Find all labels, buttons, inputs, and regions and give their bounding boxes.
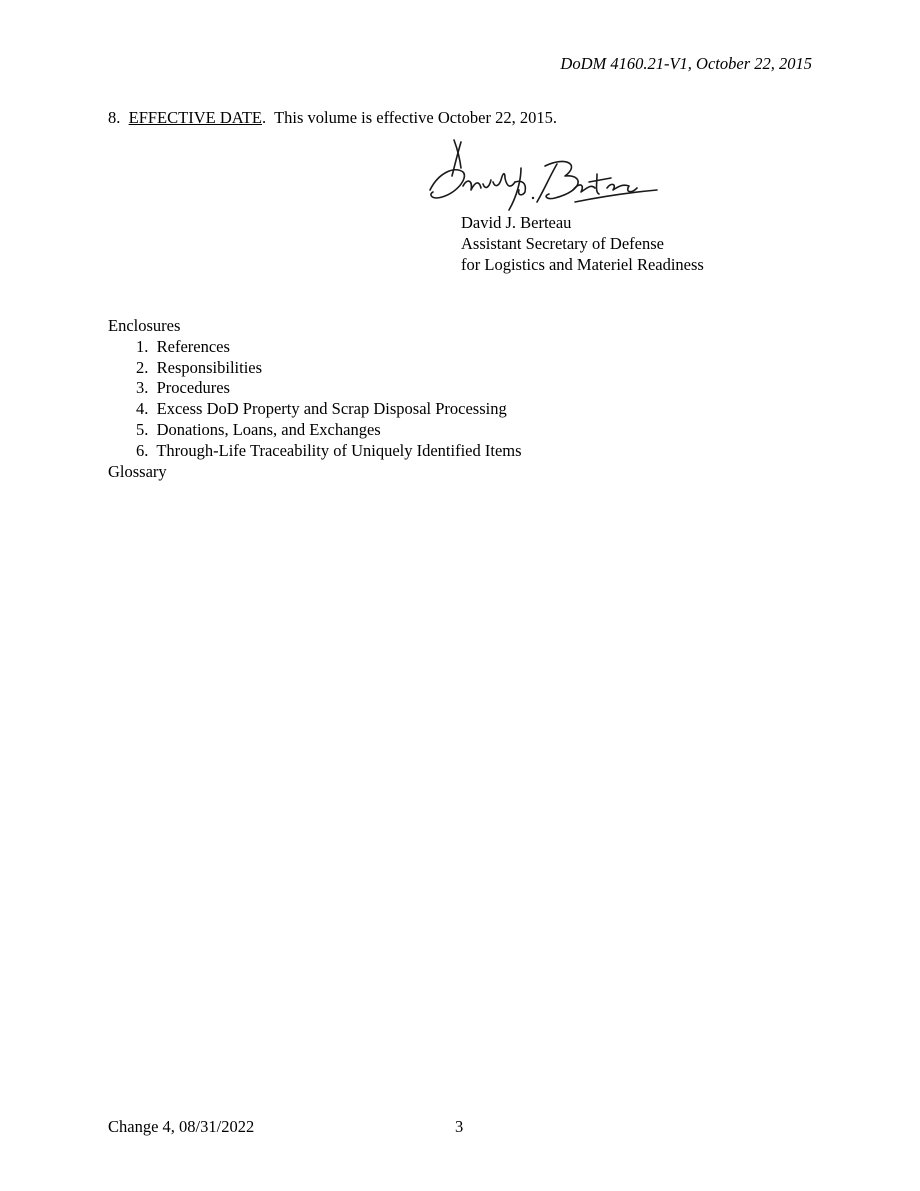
effective-date-paragraph: 8. EFFECTIVE DATE. This volume is effective October 22, 2015. [108,108,557,127]
paragraph-number: 8. [108,108,121,127]
enclosure-item: 1. References [136,336,230,356]
document-header: DoDM 4160.21-V1, October 22, 2015 [560,54,812,73]
handwritten-signature [425,138,660,216]
signer-title-line1: Assistant Secretary of Defense [461,234,664,253]
effective-date-text: This volume is effective October 22, 2015. [274,108,557,127]
enclosure-item: 3. Procedures [136,378,230,398]
page-number: 3 [455,1117,464,1136]
signer-title-line2: for Logistics and Materiel Readiness [461,255,704,274]
effective-date-heading: EFFECTIVE DATE [128,108,262,127]
enclosure-item: 2. Responsibilities [136,357,263,377]
glossary-label: Glossary [108,461,167,481]
enclosure-item: 5. Donations, Loans, and Exchanges [136,419,381,439]
signer-name: David J. Berteau [461,213,572,232]
enclosures-list [108,316,522,482]
enclosure-item: 4. Excess DoD Property and Scrap Disposal Processing [136,399,507,419]
footer-change-note: Change 4, 08/31/2022 [108,1117,255,1136]
signer-block [461,212,704,275]
enclosures-label: Enclosures [108,316,181,335]
enclosure-item: 6. Through-Life Traceability of Uniquely Identified Items [136,440,522,460]
